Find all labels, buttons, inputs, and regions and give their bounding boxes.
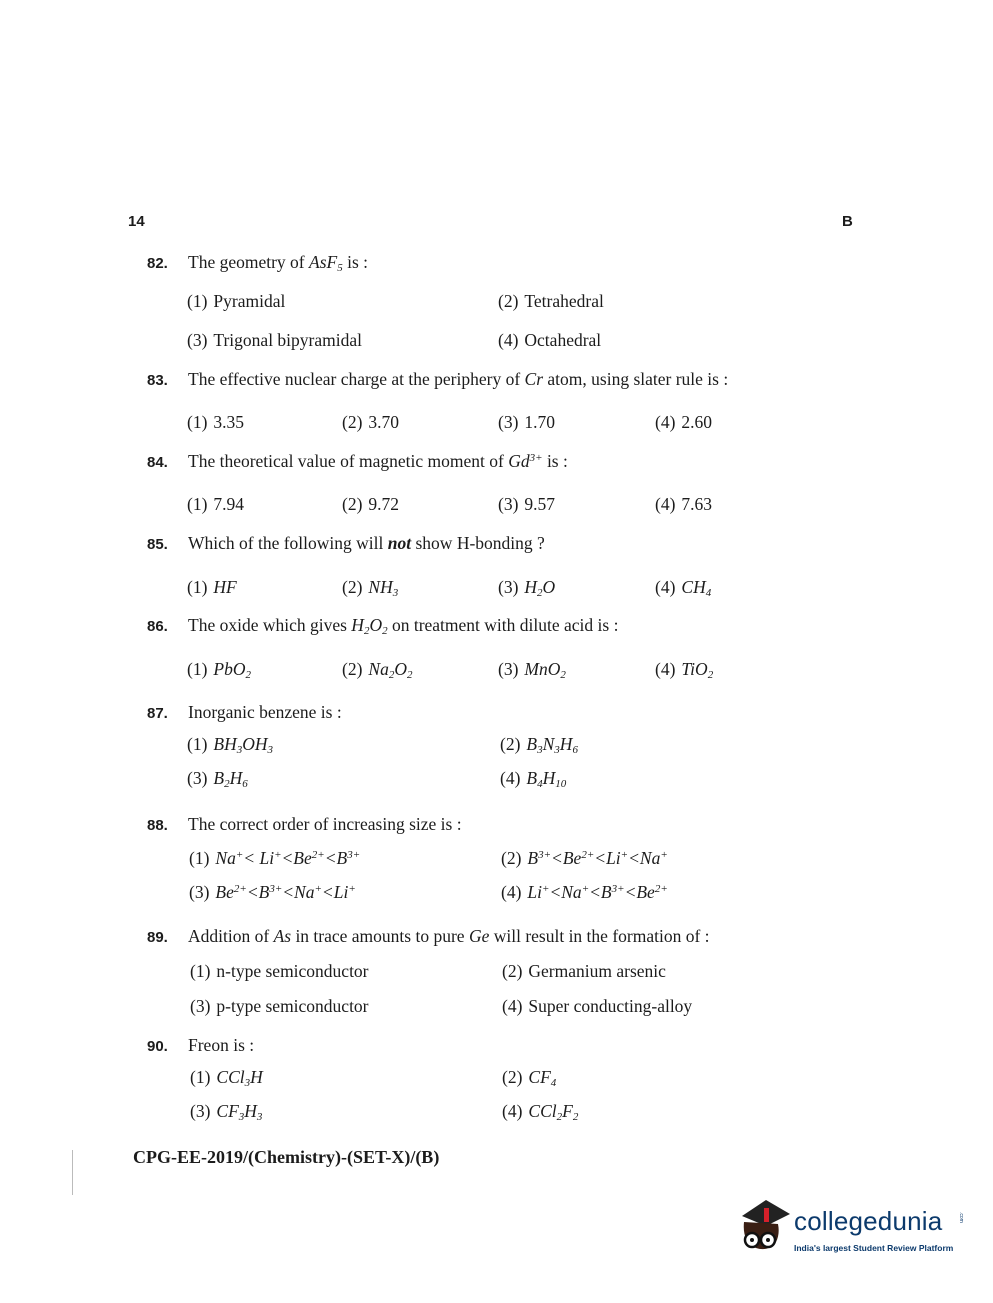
- option: (3) 1.70: [498, 412, 556, 432]
- scan-mark: [72, 1150, 73, 1195]
- option: (2) Tetrahedral: [498, 291, 604, 311]
- option: (2) 3.70: [342, 412, 400, 432]
- option: (4) 2.60: [655, 412, 713, 432]
- option: (2) $B^{3+}<Be^{2+}<Li^+<Na^+$: [501, 848, 668, 868]
- question-number: 86.: [147, 618, 168, 635]
- option: (3) Trigonal bipyramidal: [187, 330, 362, 350]
- option: (3) MnO$_2$: [498, 659, 566, 681]
- brand-tagline: India's largest Student Review Platform: [794, 1243, 954, 1253]
- option: (4) $CCl_2F_2$: [502, 1101, 579, 1123]
- option: (4) $CH_4$: [655, 577, 712, 599]
- question-number: 89.: [147, 929, 168, 946]
- option: (2) $B_3N_3H_6$: [500, 734, 578, 756]
- option: (3) 9.57: [498, 494, 556, 514]
- option: (1) Pyramidal: [187, 291, 286, 311]
- option: (1) 7.94: [187, 494, 245, 514]
- page-number: 14: [128, 213, 145, 230]
- question-88: 88. The correct order of increasing size is :: [147, 814, 462, 834]
- option: (4) $B_4H_{10}$: [500, 768, 567, 790]
- question-86: 86. The oxide which gives $H_2O_2$ on treatment with dilute acid is :: [147, 615, 619, 637]
- question-84: 84. The theoretical value of magnetic moment of $Gd^{3+}$ is :: [147, 451, 568, 471]
- option: (3) $Be^{2+}<B^{3+}<Na^+<Li^+$: [189, 882, 356, 902]
- question-number: 83.: [147, 372, 168, 389]
- option: (4) Super conducting-alloy: [502, 996, 693, 1016]
- question-number: 82.: [147, 255, 168, 272]
- formula: AsF$_5$: [309, 252, 343, 274]
- option: (3) $B_2H_6$: [187, 768, 248, 790]
- option: (4) TiO$_2$: [655, 659, 714, 681]
- question-89: 89. Addition of As in trace amounts to pure Ge will result in the formation of :: [147, 926, 710, 946]
- option: (1) CCl$_3$H: [190, 1067, 263, 1089]
- brand-domain: .com: [958, 1212, 964, 1223]
- option: (4) 7.63: [655, 494, 713, 514]
- option: (3) $H_2O$: [498, 577, 556, 599]
- option: (2) $CF_4$: [502, 1067, 557, 1089]
- option: (1) $Na^+< Li^+<Be^{2+}<B^{3+}$: [189, 848, 361, 868]
- question-87: 87. Inorganic benzene is :: [147, 702, 342, 722]
- option: (1) n-type semiconductor: [190, 961, 369, 981]
- option: (1) 3.35: [187, 412, 245, 432]
- option: (3) p-type semiconductor: [190, 996, 369, 1016]
- option: (3) $CF_3H_3$: [190, 1101, 263, 1123]
- question-number: 85.: [147, 536, 168, 553]
- mascot-icon: [736, 1196, 792, 1258]
- option: (1) $BH_3OH_3$: [187, 734, 274, 756]
- question-number: 88.: [147, 817, 168, 834]
- option: (2) 9.72: [342, 494, 400, 514]
- question-82: 82. The geometry of AsF$_5$ is :: [147, 252, 368, 274]
- set-label: B: [842, 213, 853, 230]
- option: (2) Germanium arsenic: [502, 961, 666, 981]
- question-90: 90. Freon is :: [147, 1035, 255, 1055]
- collegedunia-logo: [736, 1196, 966, 1266]
- question-number: 87.: [147, 705, 168, 722]
- paper-code: CPG-EE-2019/(Chemistry)-(SET-X)/(B): [133, 1147, 440, 1167]
- option: (4) Octahedral: [498, 330, 602, 350]
- question-83: 83. The effective nuclear charge at the periphery of Cr atom, using slater rule is :: [147, 369, 729, 389]
- question-number: 84.: [147, 454, 168, 471]
- question-85: 85. Which of the following will not show H-bonding ?: [147, 533, 545, 553]
- option: (2) $NH_3$: [342, 577, 399, 599]
- option: (1) HF: [187, 577, 237, 597]
- question-number: 90.: [147, 1038, 168, 1055]
- brand-name: collegedunia: [794, 1206, 943, 1236]
- option: (1) PbO$_2$: [187, 659, 251, 681]
- option: (2) $Na_2O_2$: [342, 659, 413, 681]
- option: (4) $Li^+<Na^+<B^{3+}<Be^{2+}$: [501, 882, 668, 902]
